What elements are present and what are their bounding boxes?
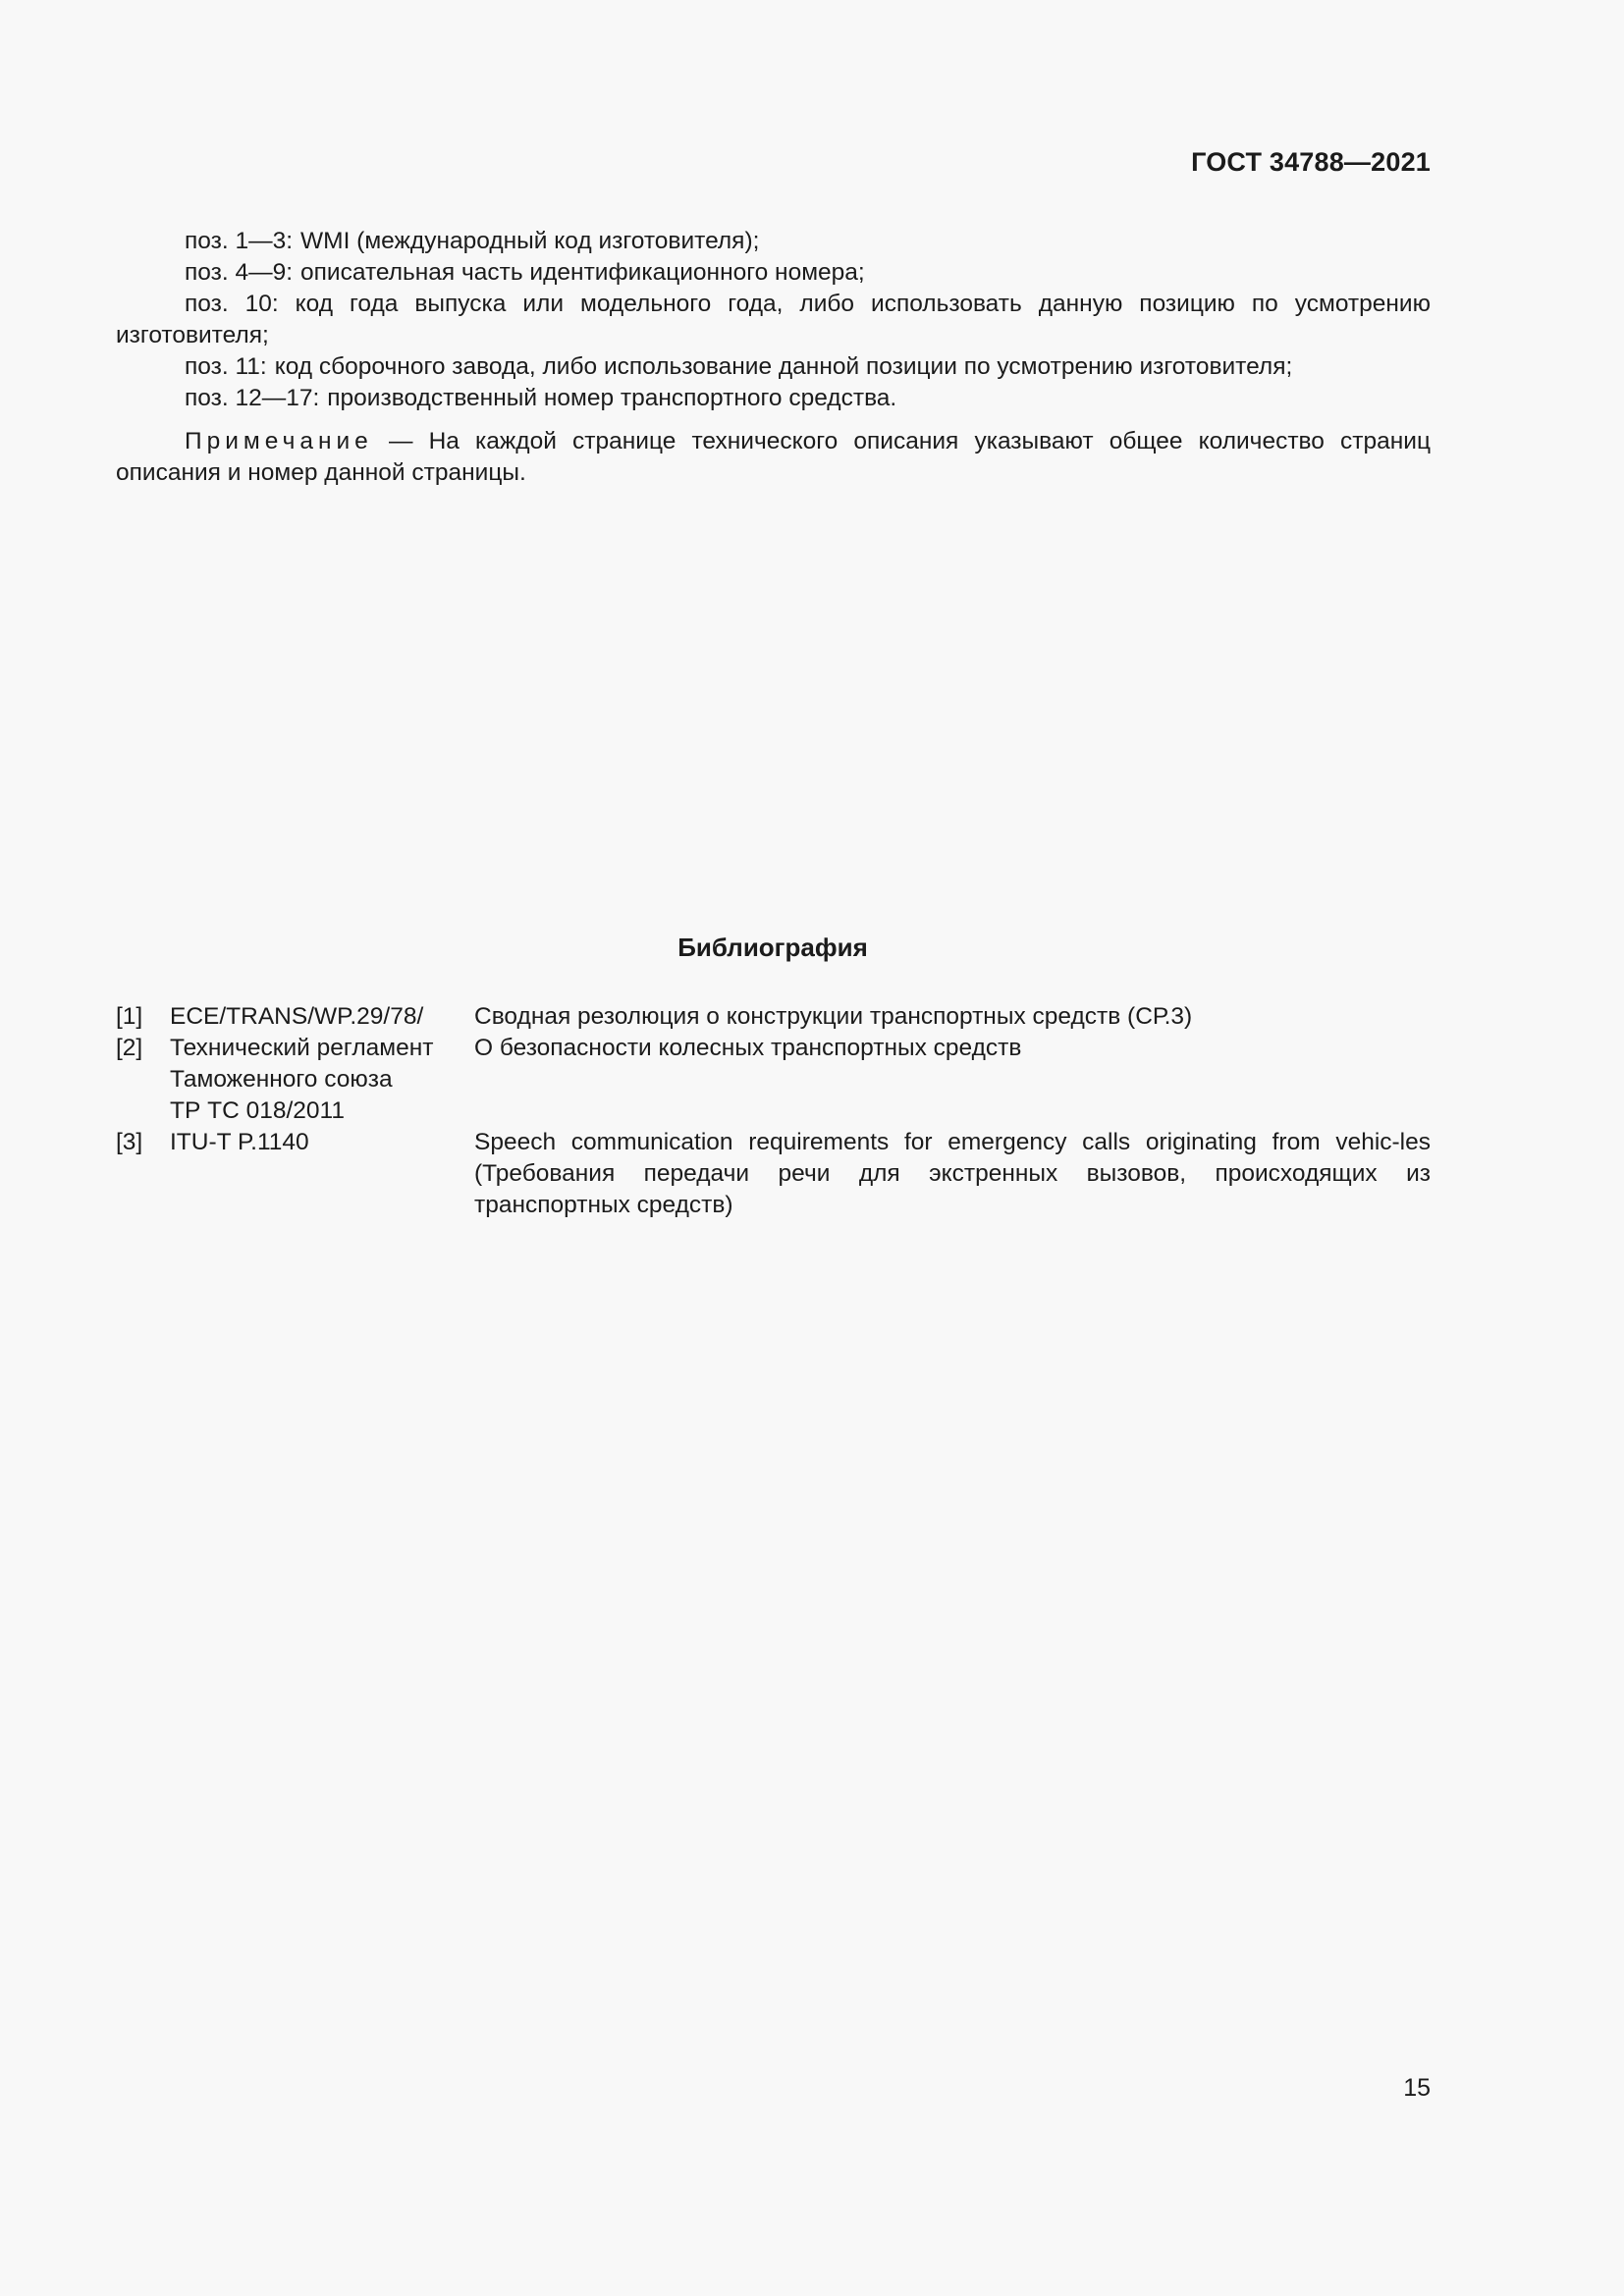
note-label: Примечание — [185, 428, 373, 454]
document-number: ГОСТ 34788—2021 — [1191, 147, 1431, 177]
page-number: 15 — [1403, 2074, 1431, 2102]
entry-code-line: ITU-T P.1140 — [170, 1129, 309, 1155]
bibliography-list — [116, 1001, 1431, 1221]
entry-number: [2] — [116, 1035, 143, 1061]
entry-title: Speech communication requirements for emergency calls originating from vehic-les (Требования передачи речи для экстренных вызовов, происходящих из транспортных средств) — [474, 1129, 1431, 1218]
entry-number: [1] — [116, 1003, 143, 1030]
list-item — [116, 289, 1431, 351]
note-paragraph — [116, 426, 1431, 489]
entry-code-line: Таможенного союза — [170, 1066, 393, 1093]
position-text: производственный номер транспортного средства. — [327, 385, 897, 411]
list-item — [116, 383, 1431, 414]
entry-title: О безопасности колесных транспортных средств — [474, 1035, 1022, 1061]
bibliography-title: Библиография — [677, 933, 868, 962]
bibliography-entry — [116, 1033, 1431, 1127]
bibliography-entry — [116, 1001, 1431, 1033]
bibliography-entry — [116, 1127, 1431, 1221]
entry-title: Сводная резолюция о конструкции транспортных средств (СР.3) — [474, 1003, 1193, 1030]
list-item — [116, 257, 1431, 289]
note-text: — На каждой странице технического описания указывают общее количество страниц описания и номер данной страницы. — [116, 428, 1431, 486]
entry-code-line: ТР ТС 018/2011 — [170, 1097, 345, 1124]
list-item — [116, 351, 1431, 383]
position-text: код сборочного завода, либо использование данной позиции по усмотрению изготовителя; — [274, 353, 1293, 380]
position-label: поз. 10: — [185, 291, 279, 317]
position-label: поз. 1—3: — [185, 228, 294, 254]
position-text: код года выпуска или модельного года, либо использовать данную позицию по усмотрению изготовителя; — [116, 291, 1431, 348]
entry-code — [170, 1033, 474, 1127]
position-text: описательная часть идентификационного номера; — [300, 259, 865, 286]
position-list — [116, 226, 1431, 489]
entry-code-line: Технический регламент — [170, 1035, 434, 1061]
entry-code — [170, 1127, 474, 1158]
entry-code-line: ECE/TRANS/WP.29/78/ — [170, 1003, 424, 1030]
position-text: WMI (международный код изготовителя); — [300, 228, 760, 254]
entry-code — [170, 1001, 474, 1033]
entry-number: [3] — [116, 1129, 143, 1155]
position-label: поз. 11: — [185, 353, 267, 380]
position-label: поз. 4—9: — [185, 259, 294, 286]
position-label: поз. 12—17: — [185, 385, 320, 411]
list-item — [116, 226, 1431, 257]
